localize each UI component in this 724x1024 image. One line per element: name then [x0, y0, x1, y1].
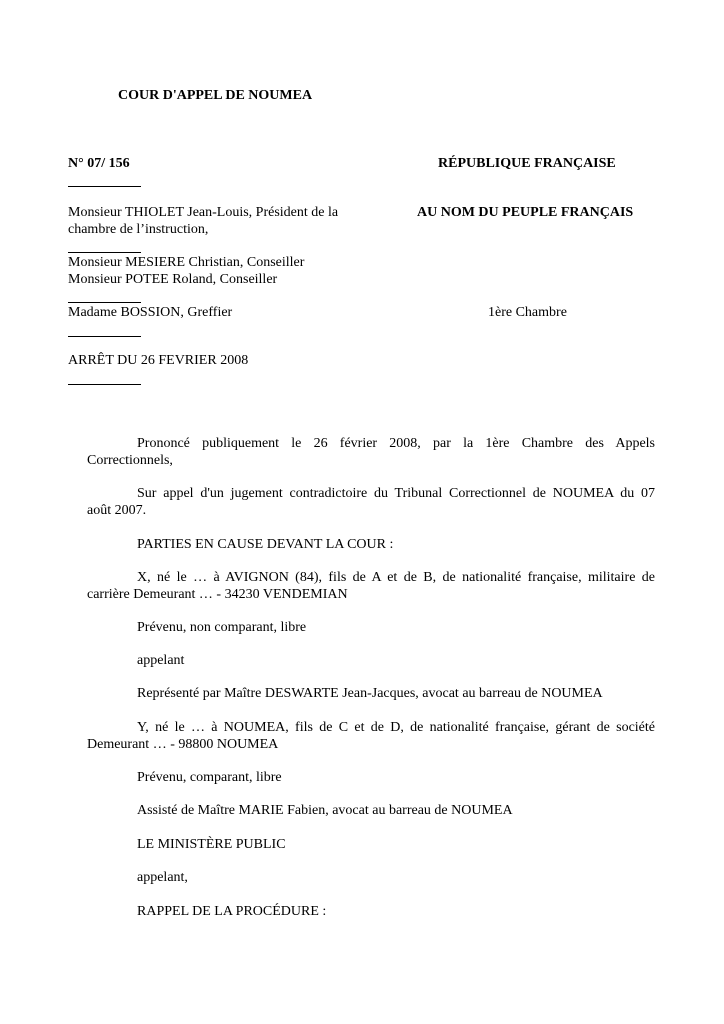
ministere-appelant: appelant,	[137, 870, 188, 885]
greffier: Madame BOSSION, Greffier	[68, 305, 233, 320]
paragraph-line: Sur appel d'un jugement contradictoire du Tribunal Correctionnel de NOUMEA du 07	[137, 486, 655, 501]
ministere-public: LE MINISTÈRE PUBLIC	[137, 837, 286, 852]
court-title: COUR D'APPEL DE NOUMEA	[118, 88, 313, 103]
case-number: N° 07/ 156	[68, 156, 130, 171]
conseiller-1: Monsieur MESIERE Christian, Conseiller	[68, 255, 305, 270]
separator-rule	[68, 384, 141, 385]
party-x-represente: Représenté par Maître DESWARTE Jean-Jacques, avocat au barreau de NOUMEA	[137, 686, 603, 701]
separator-rule	[68, 302, 141, 303]
paragraph-party-x	[87, 569, 655, 603]
party-x-appelant: appelant	[137, 653, 185, 668]
separator-rule	[68, 252, 141, 253]
president-line-1: Monsieur THIOLET Jean-Louis, Président de la	[68, 205, 339, 220]
paragraph-appeal	[87, 485, 655, 519]
paragraph-line: Prononcé publiquement le 26 février 2008, par la 1ère Chambre des Appels	[137, 436, 655, 451]
party-x-status: Prévenu, non comparant, libre	[137, 620, 307, 635]
paragraph-line: Y, né le … à NOUMEA, fils de C et de D, de nationalité française, gérant de société	[137, 720, 655, 735]
au-nom-heading: AU NOM DU PEUPLE FRANÇAIS	[417, 205, 634, 220]
paragraph-line: carrière Demeurant … - 34230 VENDEMIAN	[87, 587, 348, 602]
party-y-status: Prévenu, comparant, libre	[137, 770, 282, 785]
separator-rule	[68, 336, 141, 337]
parties-heading: PARTIES EN CAUSE DEVANT LA COUR :	[137, 537, 394, 552]
conseiller-2: Monsieur POTEE Roland, Conseiller	[68, 272, 278, 287]
paragraph-line: X, né le … à AVIGNON (84), fils de A et de B, de nationalité française, militaire de	[137, 570, 655, 585]
party-y-assiste: Assisté de Maître MARIE Fabien, avocat au barreau de NOUMEA	[137, 803, 513, 818]
paragraph-party-y	[87, 719, 655, 753]
paragraph-pronounced	[87, 435, 655, 469]
separator-rule	[68, 186, 141, 187]
president-line-2: chambre de l’instruction,	[68, 222, 209, 237]
paragraph-line: Demeurant … - 98800 NOUMEA	[87, 737, 279, 752]
chamber-label: 1ère Chambre	[488, 305, 567, 320]
paragraph-line: Correctionnels,	[87, 453, 173, 468]
rappel-procedure: RAPPEL DE LA PROCÉDURE :	[137, 904, 327, 919]
arret-date: ARRÊT DU 26 FEVRIER 2008	[68, 353, 249, 368]
paragraph-line: août 2007.	[87, 503, 147, 518]
republic-heading: RÉPUBLIQUE FRANÇAISE	[438, 156, 616, 171]
